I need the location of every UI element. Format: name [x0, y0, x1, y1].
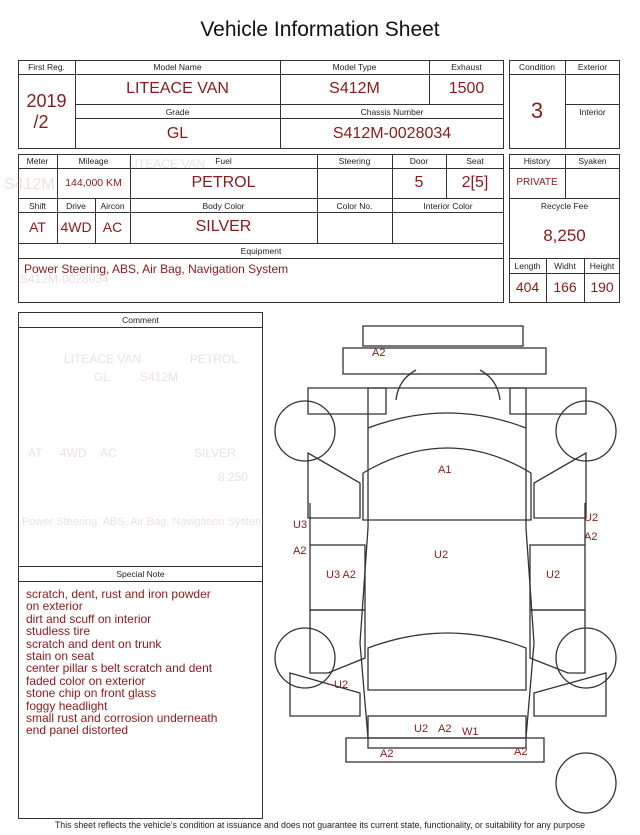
meter-label: Meter	[26, 156, 49, 166]
mark-hood: A1	[438, 464, 452, 476]
width-label: Widht	[554, 261, 576, 271]
mark-right-fender-2: A2	[584, 531, 598, 543]
length-value: 404	[515, 279, 540, 295]
chassis-number-label: Chassis Number	[360, 107, 424, 117]
drive-label: Drive	[66, 201, 86, 211]
special-note-label: Special Note	[116, 569, 165, 579]
car-damage-diagram	[268, 318, 628, 823]
length-label: Length	[514, 261, 541, 271]
recycle-fee-label: Recycle Fee	[540, 201, 589, 211]
grade-label: Grade	[165, 107, 190, 117]
aircon-label: Aircon	[100, 201, 125, 211]
door-label: Door	[409, 156, 429, 166]
syaken-label: Syaken	[578, 156, 607, 166]
exterior-label: Exterior	[577, 62, 608, 72]
mark-left-fender-1: U3	[293, 519, 308, 531]
rear-window-part	[368, 633, 526, 690]
mark-tailgate-3: W1	[462, 726, 479, 738]
body-outline-part	[360, 388, 534, 738]
left-front-wheel	[275, 401, 335, 461]
left-rear-quarter-part	[290, 673, 360, 716]
right-rear-door-part	[530, 610, 585, 673]
first-reg-year: 2019	[26, 91, 67, 111]
exhaust-label: Exhaust	[451, 62, 482, 72]
spare-wheel	[556, 753, 616, 813]
mark-tailgate-1: U2	[414, 723, 429, 735]
model-name-label: Model Name	[153, 62, 202, 72]
right-rear-quarter-part	[534, 673, 606, 716]
fuel-value: PETROL	[191, 174, 256, 191]
grade-value: GL	[166, 125, 189, 142]
first-reg-month: /2	[33, 112, 49, 132]
history-value: PRIVATE	[516, 177, 558, 188]
chassis-number-value: S412M-0028034	[332, 125, 452, 142]
mark-left-rear-quarter: U2	[334, 679, 349, 691]
model-name-value: LITEACE VAN	[126, 80, 229, 97]
mileage-value: 144,000 KM	[65, 177, 122, 189]
mark-tailgate-2: A2	[438, 723, 452, 735]
drive-value: 4WD	[60, 219, 92, 235]
mark-roof: U2	[434, 549, 449, 561]
equipment-value: Power Steering, ABS, Air Bag, Navigation System	[24, 262, 289, 276]
height-label: Height	[589, 261, 615, 271]
recycle-fee-value: 8,250	[543, 226, 586, 245]
width-value: 166	[553, 279, 577, 295]
body-color-value: SILVER	[195, 218, 252, 235]
shift-label: Shift	[28, 201, 46, 211]
mark-left-fender-2: A2	[293, 545, 307, 557]
mark-rear-bumper-left: A2	[380, 748, 394, 760]
interior-label: Interior	[579, 107, 606, 117]
exhaust-value: 1500	[448, 80, 485, 97]
left-rear-wheel	[275, 628, 335, 688]
comment-label: Comment	[122, 315, 159, 325]
left-front-fender-part	[308, 453, 360, 518]
mark-front-bumper: A2	[372, 347, 386, 359]
seat-label: Seat	[466, 156, 484, 166]
body-color-label: Body Color	[202, 201, 245, 211]
model-type-value: S412M	[329, 80, 380, 97]
mark-left-front-door: U3 A2	[326, 569, 356, 581]
shift-value: AT	[29, 219, 46, 235]
fuel-label: Fuel	[215, 156, 232, 166]
color-no-label: Color No.	[336, 201, 373, 211]
footer-disclaimer: This sheet reflects the vehicle's condition at issuance and does not guarantee its current state, functionality, or suitability for any purpose	[54, 820, 586, 830]
left-rear-door-part	[310, 610, 365, 673]
history-label: History	[523, 156, 551, 166]
mark-right-front-door: U2	[546, 569, 561, 581]
mark-right-fender-1: U2	[584, 512, 599, 524]
first-reg-label: First Reg.	[28, 62, 65, 72]
condition-label: Condition	[519, 62, 555, 72]
aircon-value: AC	[102, 219, 123, 235]
page-title: Vehicle Information Sheet	[200, 18, 440, 41]
height-value: 190	[590, 279, 614, 295]
model-type-label: Model Type	[332, 62, 377, 72]
left-mirror-part	[308, 388, 386, 414]
right-front-fender-part	[534, 453, 586, 518]
mileage-label: Mileage	[78, 156, 109, 166]
mark-rear-bumper-right: A2	[514, 746, 528, 758]
right-mirror-part	[510, 388, 586, 414]
equipment-label: Equipment	[240, 246, 282, 256]
seat-value: 2[5]	[461, 174, 489, 191]
steering-label: Steering	[338, 156, 371, 166]
interior-color-label: Interior Color	[423, 201, 473, 211]
door-value: 5	[414, 174, 424, 191]
front-bumper-part	[363, 326, 523, 346]
condition-value: 3	[530, 98, 544, 123]
special-notes-text: scratch, dent, rust and iron powder on exterior dirt and scuff on interior studless tire scratch and dent on trunk stain on seat center pillar s belt scratch and dent faded color on exterior stone chip on front glass foggy headlight small rust and corrosion underneath end panel distorted	[26, 587, 218, 738]
